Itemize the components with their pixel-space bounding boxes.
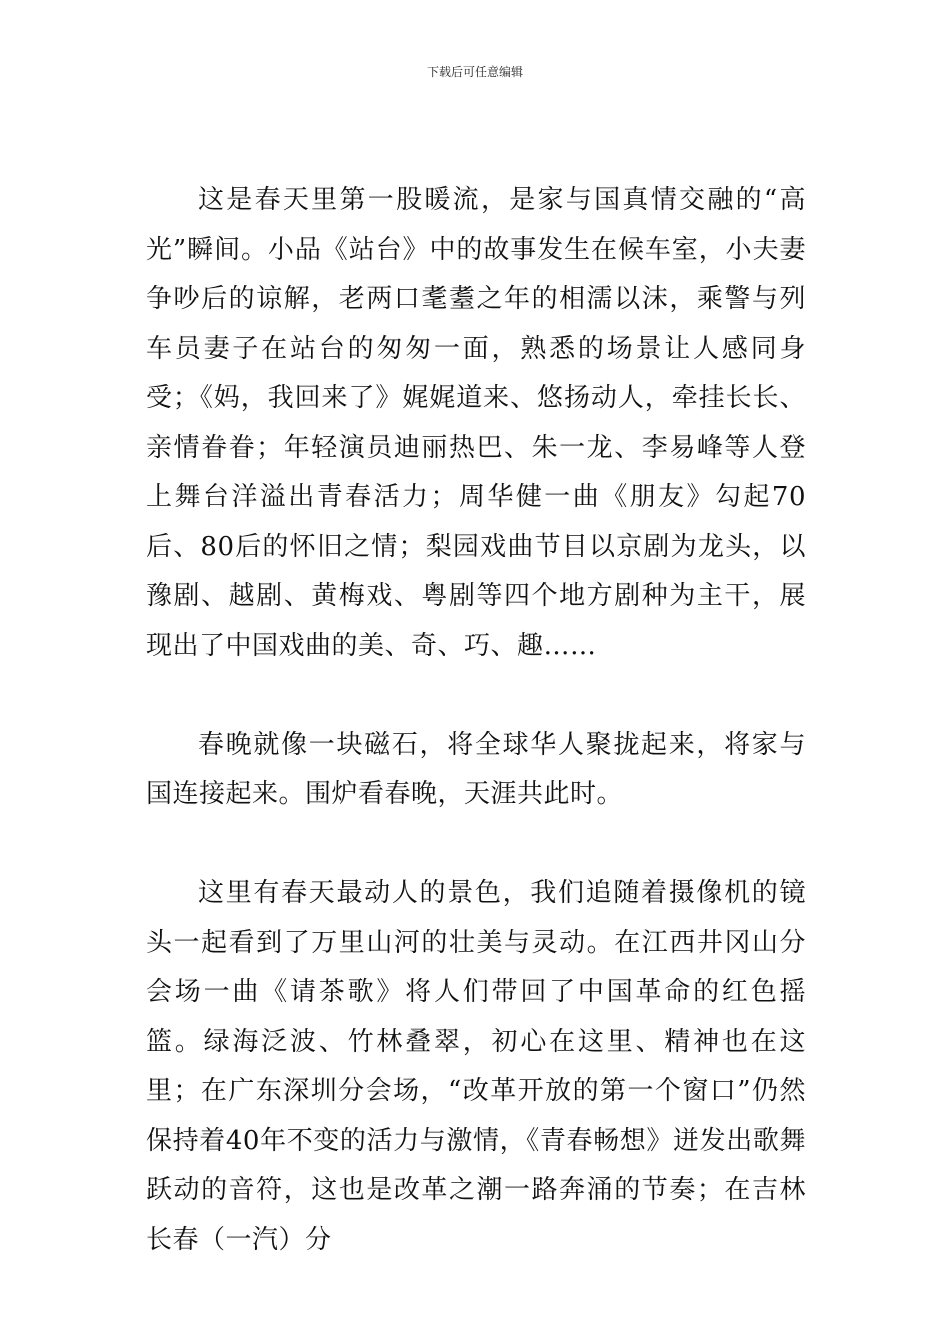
paragraph-scenic-venues: 这里有春天最动人的景色，我们追随着摄像机的镜头一起看到了万里山河的壮美与灵动。在江西井冈山分会场一曲《请茶歌》将人们带回了中国革命的红色摇篮。绿海泛波、竹林叠翠，初心在这里、精神也在这里；在广东深圳分会场，“改革开放的第一个窗口”仍然保持着40年不变的活力与激情，《青春畅想》迸发出歌舞跃动的音符，这也是改革之潮一路奔涌的节奏；在吉林长春（一汽）分	[146, 878, 806, 1255]
paragraph-gala-like-magnet: 春晚就像一块磁石，将全球华人聚拢起来，将家与国连接起来。围炉看春晚，天涯共此时。	[146, 729, 806, 809]
page-header: 下载后可任意编辑	[426, 65, 523, 79]
document-body	[146, 176, 806, 1265]
paragraph-spring-festival-gala-highlights: 这是春天里第一股暖流，是家与国真情交融的“高光”瞬间。小品《站台》中的故事发生在候车室，小夫妻争吵后的谅解，老两口耄耋之年的相濡以沫，乘警与列车员妻子在站台的匆匆一面，熟悉的场景让人感同身受；《妈，我回来了》娓娓道来、悠扬动人，牵挂长长、亲情眷眷；年轻演员迪丽热巴、朱一龙、李易峰等人登上舞台洋溢出青春活力；周华健一曲《朋友》勾起70后、80后的怀旧之情；梨园戏曲节目以京剧为龙头，以豫剧、越剧、黄梅戏、粤剧等四个地方剧种为主干，展现出了中国戏曲的美、奇、巧、趣……	[146, 185, 806, 661]
